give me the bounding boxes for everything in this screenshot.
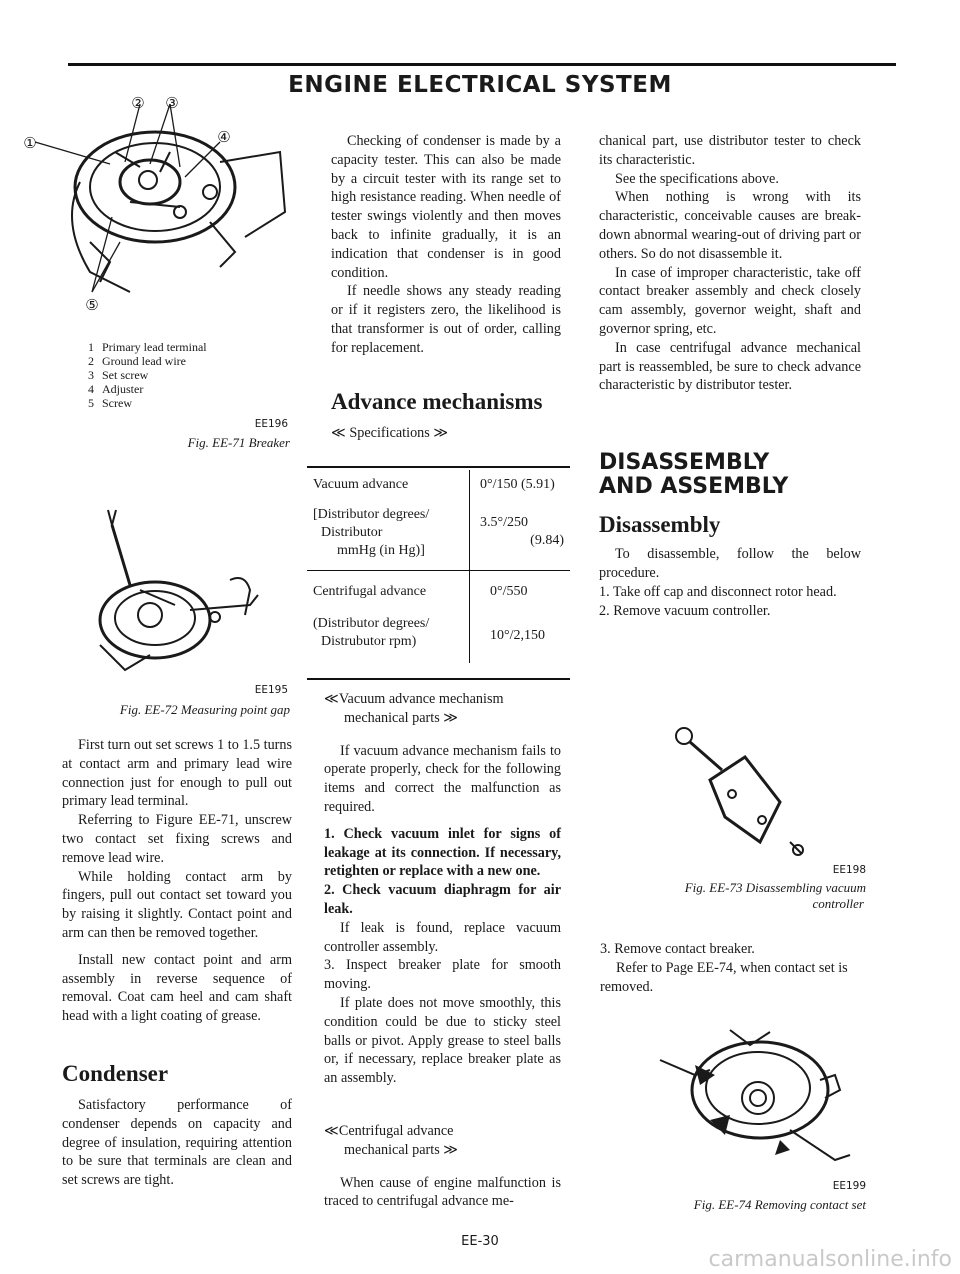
paragraph: 3. Inspect breaker plate for smooth moving. [324,957,561,993]
vacuum-units: Distributor [321,525,383,540]
callout-3: ③ [165,94,179,112]
vacuum-value: 3.5°/250 [480,515,528,530]
contact-set-illustration [640,1020,870,1170]
header-rule [68,63,896,66]
vacuum-mech-label: ≪Vacuum advance mechanism [324,691,504,707]
paragraph: Satisfactory performance of condenser depends on capacity and degree of insulation, requiring attention to be sure that terminals are clean and set screws are tight. [62,1096,292,1189]
paragraph: If plate does not move smoothly, this condition could be due to sticky steel balls or pivot. Apply grease to steel balls or, if necessary, replace breaker plate as an assembly. [324,994,561,1087]
fig71-code: EE196 [254,418,288,430]
legend-item: 2 Ground lead wire [88,354,186,368]
legend-item: 1 Primary lead terminal [88,340,207,354]
vacuum-value: 0°/150 (5.91) [480,477,555,492]
paragraph: When cause of engine malfunction is traced to centrifugal advance me- [324,1174,561,1210]
callout-4: ④ [217,128,231,146]
page-header: ENGINE ELECTRICAL SYSTEM [288,72,672,98]
paragraph: To disassemble, follow the below procedure. [599,546,861,581]
vacuum-label: Vacuum advance [313,477,409,492]
spec-table-rule-top [307,466,570,468]
section-heading: DISASSEMBLY [599,450,770,476]
col2-top [331,132,561,442]
fig72-code: EE195 [254,684,288,696]
condenser-heading: Condenser [62,1060,169,1086]
paragraph: Refer to Page EE-74, when contact set is removed. [600,959,848,995]
centrifugal-label: Centrifugal advance [313,584,427,599]
fig72-caption: Fig. EE-72 Measuring point gap [119,702,290,717]
vacuum-controller-illustration [670,722,820,862]
table-row [307,571,570,664]
table-row [307,470,570,571]
vacuum-value: (9.84) [530,533,564,548]
col1-body [62,736,292,1190]
col3-top [599,132,861,620]
figure-ee71-breaker [20,92,290,362]
vacuum-units: mmHg (in Hg)] [337,543,425,558]
centrifugal-mech-label: mechanical parts ≫ [344,1141,459,1158]
paragraph: In case of improper characteristic, take off contact breaker assembly and check closely cam assembly, governor weight, shaft and governor spring, etc. [599,264,861,337]
paragraph: If leak is found, replace vacuum controller assembly. [324,919,561,955]
paragraph: If vacuum advance mechanism fails to operate properly, check for the following items and correct the malfunction as required. [324,742,561,815]
fig74-caption: Fig. EE-74 Removing contact set [693,1197,866,1212]
paragraph: In case centrifugal advance mechanical part is reassembled, be sure to check advance characteristic by distributor tester. [599,339,861,394]
col3-step3 [600,940,862,996]
figure-ee73-vacuum [670,722,820,862]
paragraph: First turn out set screws 1 to 1.5 turns at contact arm and primary lead wire connection just for enough to pull out primary lead terminal. [62,737,292,810]
paragraph: See the specifications above. [615,170,779,187]
page-number: EE-30 [461,1234,499,1249]
watermark: carmanualsonline.info [708,1247,952,1272]
measuring-illustration [80,505,290,680]
spec-table-rule-bottom [307,678,570,680]
vacuum-mech-label: mechanical parts ≫ [344,709,459,726]
paragraph: Referring to Figure EE-71, unscrew two contact set fixing screws and remove lead wire. [62,812,292,866]
spec-table [307,470,570,663]
callout-5: ⑤ [85,296,99,314]
col2-bottom [324,690,561,1211]
fig71-legend [88,340,288,410]
paragraph: When nothing is wrong with its characteristic, conceivable causes are break-down abnormal wearing-out of driving part or others. So do not disassemble it. [599,189,861,262]
figure-ee72-measuring [80,505,290,680]
specs-label: ≪ Specifications ≫ [331,424,449,441]
centrifugal-units: Distrubutor rpm) [321,634,417,649]
legend-item: 3 Set screw [88,368,149,382]
paragraph: 1. Take off cap and disconnect rotor head. [599,583,837,600]
paragraph: 1. Check vacuum inlet for signs of leakage at its connection. If necessary, retighten or replace with a new one. [324,825,561,880]
centrifugal-value: 10°/2,150 [490,628,545,643]
breaker-illustration [20,92,290,362]
legend-item: 5 Screw [88,396,132,410]
paragraph: If needle shows any steady reading or if it registers zero, the likelihood is that transformer is out of order, calling for replacement. [331,283,561,356]
paragraph: While holding contact arm by fingers, pull out contact set toward you by raising it slightly. Contact point and arm can then be removed together. [62,868,292,941]
legend-item: 4 Adjuster [88,382,144,396]
paragraph: 2. Check vacuum diaphragm for air leak. [324,882,561,917]
centrifugal-value: 0°/550 [490,584,528,599]
callout-2: ② [131,94,145,112]
disassembly-heading: Disassembly [599,512,721,538]
fig74-code: EE199 [832,1180,866,1192]
paragraph: Checking of condenser is made by a capacity tester. This can also be made by a circuit tester with its range set to high resistance reading. When needle of tester swings violently and then moves back to infinite gradually, it is an indication that condenser is in good condition. [331,133,561,281]
paragraph: chanical part, use distributor tester to check its characteristic. [599,133,861,168]
figure-ee74-contact [640,1020,870,1170]
fig73-caption: controller [812,896,864,911]
fig73-code: EE198 [832,864,866,876]
paragraph: 3. Remove contact breaker. [600,941,755,957]
fig71-caption: Fig. EE-71 Breaker [187,435,290,450]
paragraph: 2. Remove vacuum controller. [599,602,771,619]
advance-heading: Advance mechanisms [331,388,543,414]
callout-1: ① [23,134,37,152]
section-heading: AND ASSEMBLY [599,474,789,500]
centrifugal-mech-label: ≪Centrifugal advance [324,1122,454,1139]
paragraph: Install new contact point and arm assembly in reverse sequence of removal. Coat cam heel and cam shaft head with a light coating of grease. [62,951,292,1025]
vacuum-units: [Distributor degrees/ [313,507,430,522]
centrifugal-units: (Distributor degrees/ [313,616,430,631]
fig73-caption: Fig. EE-73 Disassembling vacuum [684,880,866,895]
